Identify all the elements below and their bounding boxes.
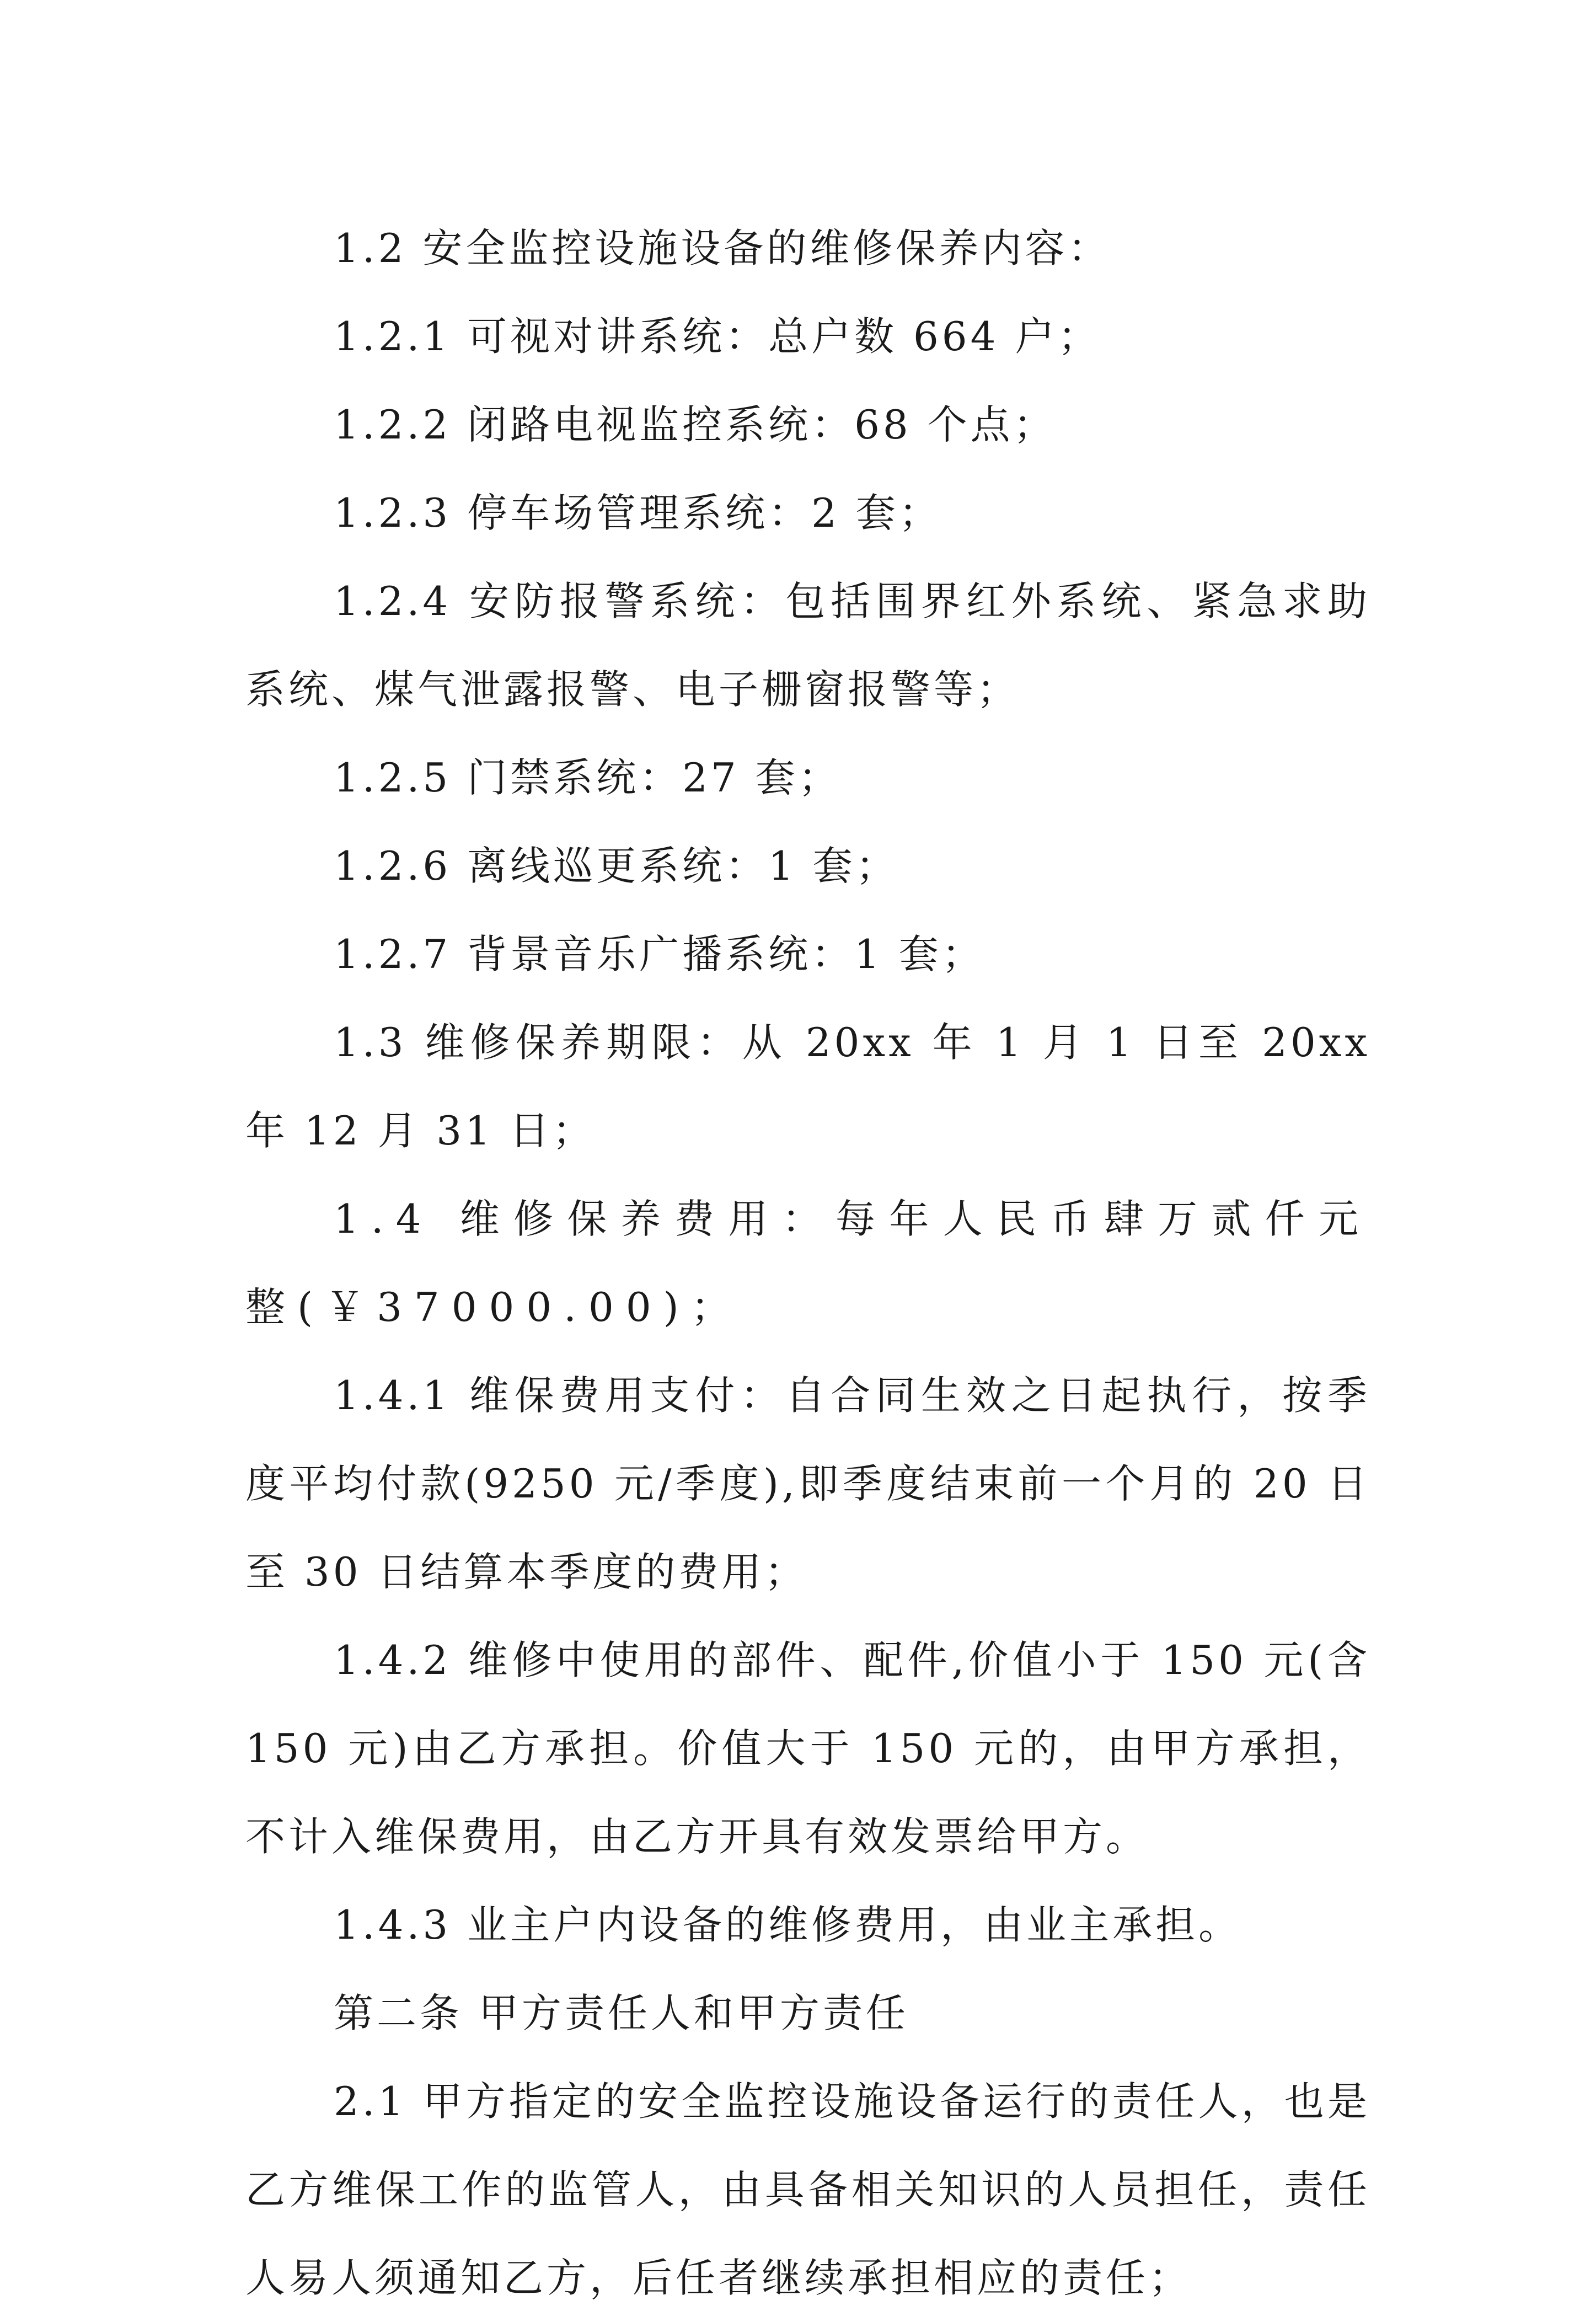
paragraph-1-2-6: 1.2.6 离线巡更系统：1 套； xyxy=(334,843,899,889)
section-heading-article-2: 第二条 甲方责任人和甲方责任 xyxy=(334,1990,909,2036)
document-body xyxy=(245,204,1370,2322)
paragraph-1-2-5: 1.2.5 门禁系统：27 套； xyxy=(334,755,842,801)
paragraph-1-2: 1.2 安全监控设施设备的维修保养内容： xyxy=(334,225,1111,271)
paragraph-1-2-4: 1.2.4 安防报警系统：包括围界红外系统、紧急求助系统、煤气泄露报警、电子栅窗报警等； xyxy=(245,578,1370,713)
paragraph-1-3: 1.3 维修保养期限：从 20xx 年 1 月 1 日至 20xx 年 12 月 31 日； xyxy=(245,1019,1370,1154)
paragraph-1-4-2: 1.4.2 维修中使用的部件、配件,价值小于 150 元(含 150 元)由乙方承担。价值大于 150 元的，由甲方承担，不计入维保费用，由乙方开具有效发票给甲方。 xyxy=(245,1637,1370,1860)
paragraph-2-1: 2.1 甲方指定的安全监控设施设备运行的责任人，也是乙方维保工作的监管人，由具备相关知识的人员担任，责任人易人须通知乙方，后任者继续承担相应的责任； xyxy=(245,2078,1370,2301)
paragraph-1-4-1: 1.4.1 维保费用支付：自合同生效之日起执行，按季度平均付款(9250 元/季度),即季度结束前一个月的 20 日至 30 日结算本季度的费用； xyxy=(245,1372,1370,1595)
paragraph-1-2-3: 1.2.3 停车场管理系统：2 套； xyxy=(334,490,942,536)
paragraph-1-4: 1.4 维修保养费用：每年人民币肆万贰仟元整(￥37000.00)； xyxy=(245,1196,1370,1330)
paragraph-1-2-2: 1.2.2 闭路电视监控系统：68 个点； xyxy=(334,402,1057,448)
paragraph-1-2-1: 1.2.1 可视对讲系统：总户数 664 户； xyxy=(334,313,1101,360)
paragraph-1-2-7: 1.2.7 背景音乐广播系统：1 套； xyxy=(334,931,985,977)
paragraph-1-4-3: 1.4.3 业主户内设备的维修费用，由业主承担。 xyxy=(334,1902,1242,1948)
